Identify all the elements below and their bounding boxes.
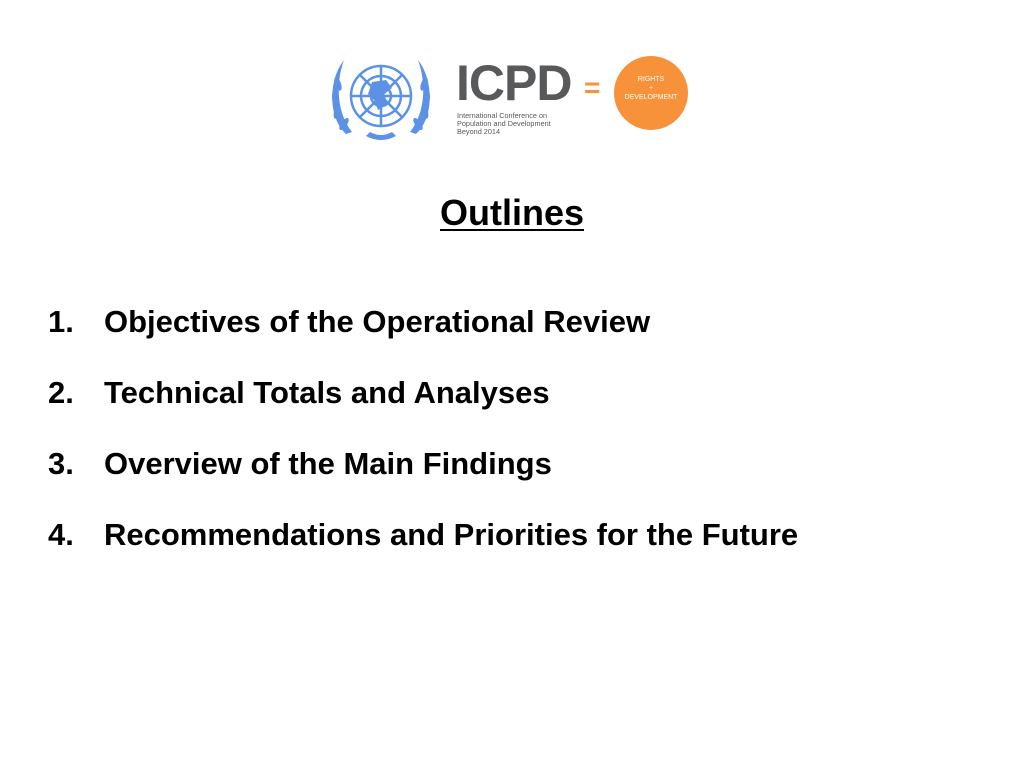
- outline-item-number: 1.: [48, 304, 74, 339]
- icpd-logo-subtitle: International Conference on Population and Development Beyond 2014: [457, 111, 551, 137]
- outline-item: [48, 286, 988, 357]
- outline-item-text: Overview of the Main Findings: [104, 446, 552, 481]
- outline-item-text: Objectives of the Operational Review: [104, 304, 651, 339]
- outline-item-text: Technical Totals and Analyses: [104, 375, 550, 410]
- outline-item: [48, 499, 988, 641]
- outline-item-number: 4.: [48, 517, 74, 552]
- slide-title-text: Outlines: [439, 192, 585, 233]
- outline-item-number: 2.: [48, 375, 74, 410]
- outline-item-text: Recommendations and Priorities for the Future: [104, 517, 799, 552]
- outline-item: [48, 428, 988, 499]
- icpd-equals-sign: =: [584, 72, 601, 103]
- outline-item: [48, 357, 988, 428]
- icpd-logo-word: ICPD: [456, 55, 572, 111]
- rights-development-text: RIGHTS + DEVELOPMENT: [624, 76, 678, 101]
- outline-item-number: 3.: [48, 446, 74, 481]
